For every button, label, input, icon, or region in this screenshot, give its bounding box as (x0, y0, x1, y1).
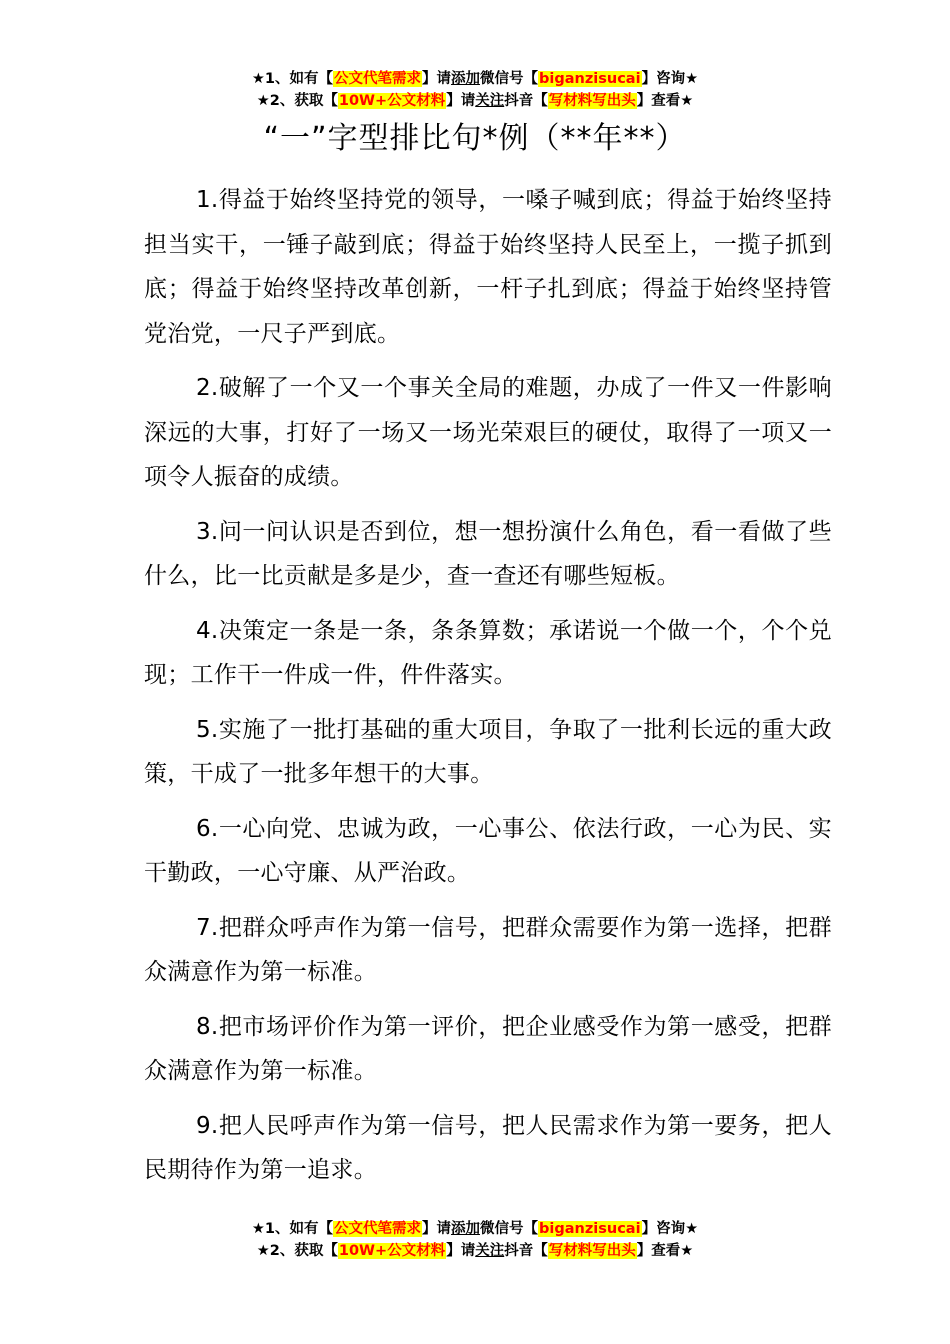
paragraph: 9.把人民呼声作为第一信号，把人民需求作为第一要务，把人民期待作为第一追求。 (144, 1112, 832, 1183)
paragraph: 3.问一问认识是否到位，想一想扮演什么角色，看一看做了些什么，比一比贡献是多是少，查一查还有哪些短板。 (144, 518, 832, 589)
banner-underline: 关注 (475, 93, 505, 109)
banner-highlight: 公文代笔需求 (334, 71, 422, 87)
banner-line-1 (0, 68, 950, 90)
paragraph: 2.破解了一个又一个事关全局的难题，办成了一件又一件影响深远的大事，打好了一场又一场光荣艰巨的硬仗，取得了一项又一项令人振奋的成绩。 (144, 375, 832, 490)
banner-highlight: biganzisucai (539, 1221, 641, 1237)
banner-highlight: biganzisucai (539, 71, 641, 87)
top-banner (0, 68, 950, 112)
banner-text: 】咨询★ (641, 1221, 699, 1237)
banner-line-2 (0, 90, 950, 112)
document-title: “一”字型排比句*例（**年**） (263, 121, 687, 156)
banner-text: 微信号【 (480, 71, 539, 87)
bottom-banner (0, 1218, 950, 1262)
banner-text: ★1、如有【 (251, 71, 334, 87)
banner-text: ★1、如有【 (251, 1221, 334, 1237)
banner-text: 】咨询★ (641, 71, 699, 87)
paragraph: 8.把市场评价作为第一评价，把企业感受作为第一感受，把群众满意作为第一标准。 (144, 1013, 832, 1084)
banner-underline: 关注 (475, 1243, 505, 1259)
banner-line-1 (0, 1218, 950, 1240)
banner-text: ★2、获取【 (256, 93, 338, 109)
banner-text: 】查看★ (636, 1243, 694, 1259)
banner-line-2 (0, 1240, 950, 1262)
paragraph: 7.把群众呼声作为第一信号，把群众需要作为第一选择，把群众满意作为第一标准。 (144, 914, 832, 985)
banner-text: 】请 (446, 93, 476, 109)
banner-highlight: 写材料写出头 (548, 1243, 636, 1259)
paragraph: 1.得益于始终坚持党的领导，一嗓子喊到底；得益于始终坚持担当实干，一锤子敲到底；得益于始终坚持人民至上，一揽子抓到底；得益于始终坚持改革创新，一杆子扎到底；得益于始终坚持管党治党，一尺子严到底。 (144, 187, 832, 347)
banner-text: 微信号【 (480, 1221, 539, 1237)
banner-underline: 添加 (451, 1221, 481, 1237)
banner-highlight: 10W+公文材料 (338, 93, 446, 109)
banner-text: 】查看★ (636, 93, 694, 109)
banner-text: ★2、获取【 (256, 1243, 338, 1259)
banner-text: 抖音【 (504, 1243, 548, 1259)
paragraph: 4.决策定一条是一条，条条算数；承诺说一个做一个，个个兑现；工作干一件成一件，件件落实。 (144, 617, 832, 688)
paragraph: 5.实施了一批打基础的重大项目，争取了一批利长远的重大政策，干成了一批多年想干的大事。 (144, 716, 832, 787)
banner-text: 】请 (422, 71, 452, 87)
banner-text: 抖音【 (504, 93, 548, 109)
banner-highlight: 写材料写出头 (548, 93, 636, 109)
paragraph: 6.一心向党、忠诚为政，一心事公、依法行政，一心为民、实干勤政，一心守廉、从严治政。 (144, 815, 832, 886)
document-body (144, 178, 832, 1203)
banner-text: 】请 (446, 1243, 476, 1259)
banner-underline: 添加 (451, 71, 481, 87)
banner-highlight: 公文代笔需求 (334, 1221, 422, 1237)
banner-highlight: 10W+公文材料 (338, 1243, 446, 1259)
banner-text: 】请 (422, 1221, 452, 1237)
